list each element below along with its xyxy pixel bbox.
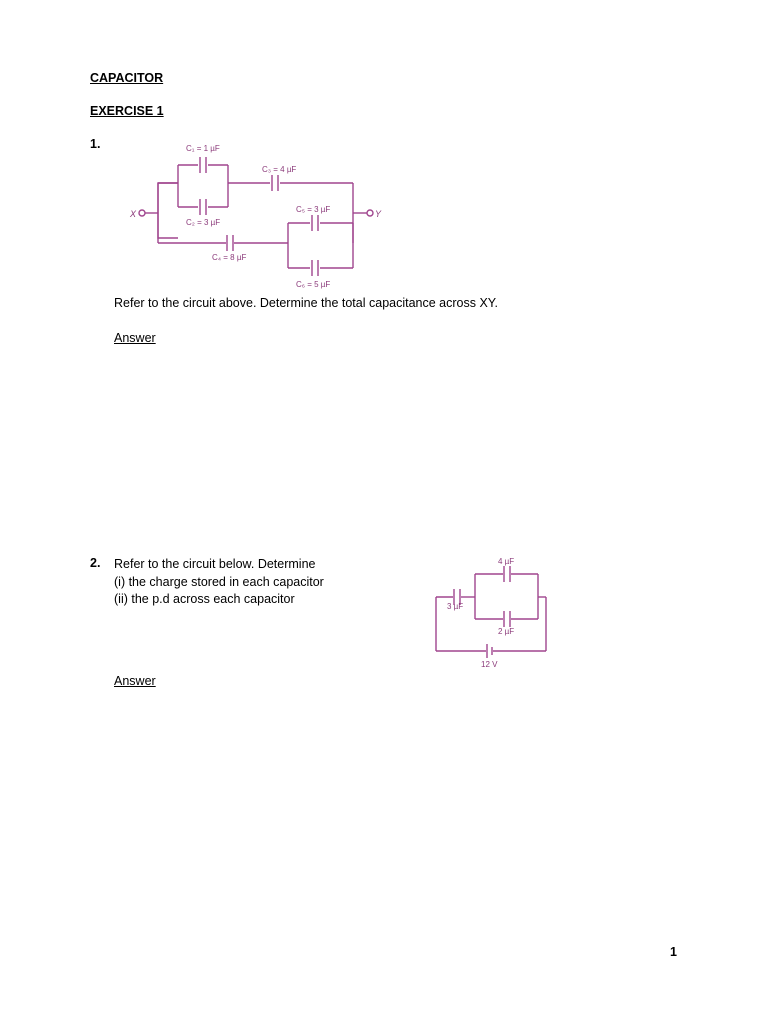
c4-label: C₄ = 8 µF bbox=[212, 253, 247, 262]
question-2-line-1: Refer to the circuit below. Determine bbox=[114, 557, 316, 571]
c3-label: C₃ = 4 µF bbox=[262, 165, 297, 174]
exercise-title: EXERCISE 1 bbox=[90, 104, 164, 118]
question-2-answer-label: Answer bbox=[114, 674, 156, 688]
circuit-diagram-1 bbox=[110, 135, 440, 295]
page-number: 1 bbox=[670, 945, 677, 959]
c6-label: C₆ = 5 µF bbox=[296, 280, 331, 289]
c1-label: C₁ = 1 µF bbox=[186, 144, 220, 153]
c-left-label: 3 µF bbox=[447, 602, 464, 611]
question-1-text: Refer to the circuit above. Determine the total capacitance across XY. bbox=[114, 296, 498, 310]
c-top-label: 4 µF bbox=[498, 557, 515, 566]
circuit-diagram-2 bbox=[403, 552, 573, 672]
terminal-x-label: X bbox=[130, 209, 137, 219]
c5-label: C₅ = 3 µF bbox=[296, 205, 331, 214]
question-2-line-2: (i) the charge stored in each capacitor bbox=[114, 574, 324, 589]
c2-label: C₂ = 3 µF bbox=[186, 218, 221, 227]
c-bottom-label: 2 µF bbox=[498, 627, 515, 636]
question-2-text bbox=[114, 556, 324, 609]
question-1-number: 1. bbox=[90, 137, 101, 151]
question-1-answer-label: Answer bbox=[114, 331, 156, 345]
question-2-line-3: (ii) the p.d across each capacitor bbox=[114, 592, 295, 606]
page-heading: CAPACITOR bbox=[90, 71, 164, 85]
terminal-y-label: Y bbox=[375, 209, 382, 219]
battery-label: 12 V bbox=[481, 660, 498, 669]
question-2-number: 2. bbox=[90, 556, 101, 570]
